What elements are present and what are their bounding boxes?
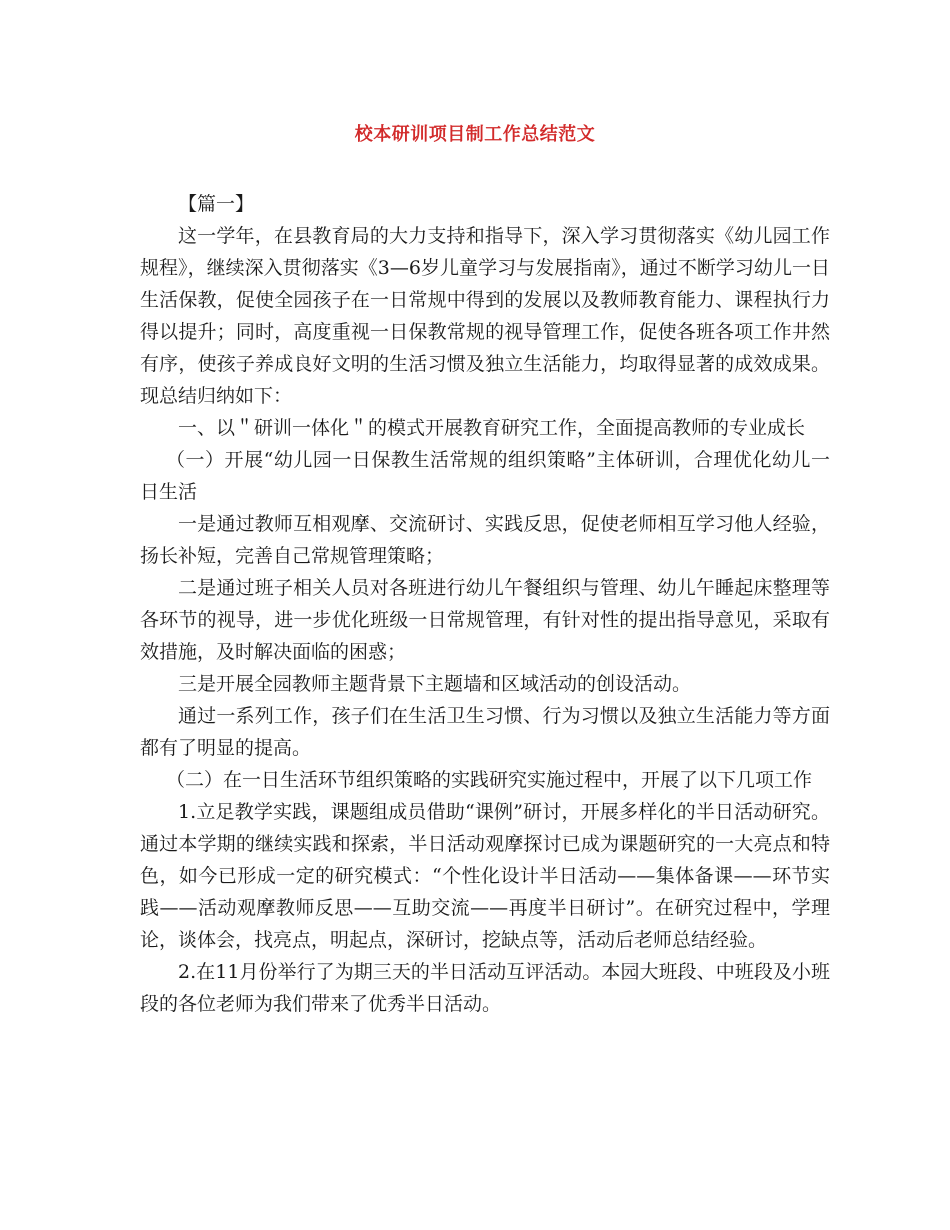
subheading-two: （二）在一日生活环节组织策略的实践研究实施过程中，开展了以下几项工作 [166, 769, 813, 791]
paragraph-result: 通过一系列工作，孩子们在生活卫生习惯、行为习惯以及独立生活能力等方面都有了明显的提高。 [140, 705, 830, 759]
paragraph-item-one: 一是通过教师互相观摩、交流研讨、实践反思，促使老师相互学习他人经验，扬长补短，完善自己常规管理策略； [140, 513, 830, 567]
paragraph-item-two: 二是通过班子相关人员对各班进行幼儿午餐组织与管理、幼儿午睡起床整理等各环节的视导，进一步优化班级一日常规管理，有针对性的提出指导意见，采取有效措施，及时解决面临的困惑； [140, 577, 830, 663]
document-title: 校本研训项目制工作总结范文 [354, 124, 596, 145]
paragraph-intro: 这一学年，在县教育局的大力支持和指导下，深入学习贯彻落实《幼儿园工作规程》，继续深入贯彻落实《3—6岁儿童学习与发展指南》，通过不断学习幼儿一日生活保教，促使全园孩子在一日常规中得到的发展以及教师教育能力、课程执行力得以提升；同时，高度重视一日保教常规的视导管理工作，促使各班各项工作井然有序，使孩子养成良好文明的生活习惯及独立生活能力，均取得显著的成效成果。现总结归纳如下： [140, 225, 830, 407]
paragraph-point-two: 2.在11月份举行了为期三天的半日活动互评活动。本园大班段、中班段及小班段的各位老师为我们带来了优秀半日活动。 [140, 961, 830, 1015]
heading-part-one: 一、以＂研训一体化＂的模式开展教育研究工作，全面提高教师的专业成长 [178, 417, 806, 439]
document-body [140, 188, 830, 1020]
paragraph-point-one: 1.立足教学实践，课题组成员借助“课例”研讨，开展多样化的半日活动研究。通过本学期的继续实践和探索，半日活动观摩探讨已成为课题研究的一大亮点和特色，如今已形成一定的研究模式：“个性化设计半日活动——集体备课——环节实践——活动观摩教师反思——互助交流——再度半日研讨”。在研究过程中，学理论，谈体会，找亮点，明起点，深研讨，挖缺点等，活动后老师总结经验。 [140, 801, 830, 951]
paragraph-item-three: 三是开展全园教师主题背景下主题墙和区域活动的创设活动。 [178, 673, 692, 695]
section-heading: 【篇一】 [178, 193, 255, 215]
subheading-one: （一）开展“幼儿园一日保教生活常规的组织策略”主体研训，合理优化幼儿一日生活 [140, 449, 830, 503]
